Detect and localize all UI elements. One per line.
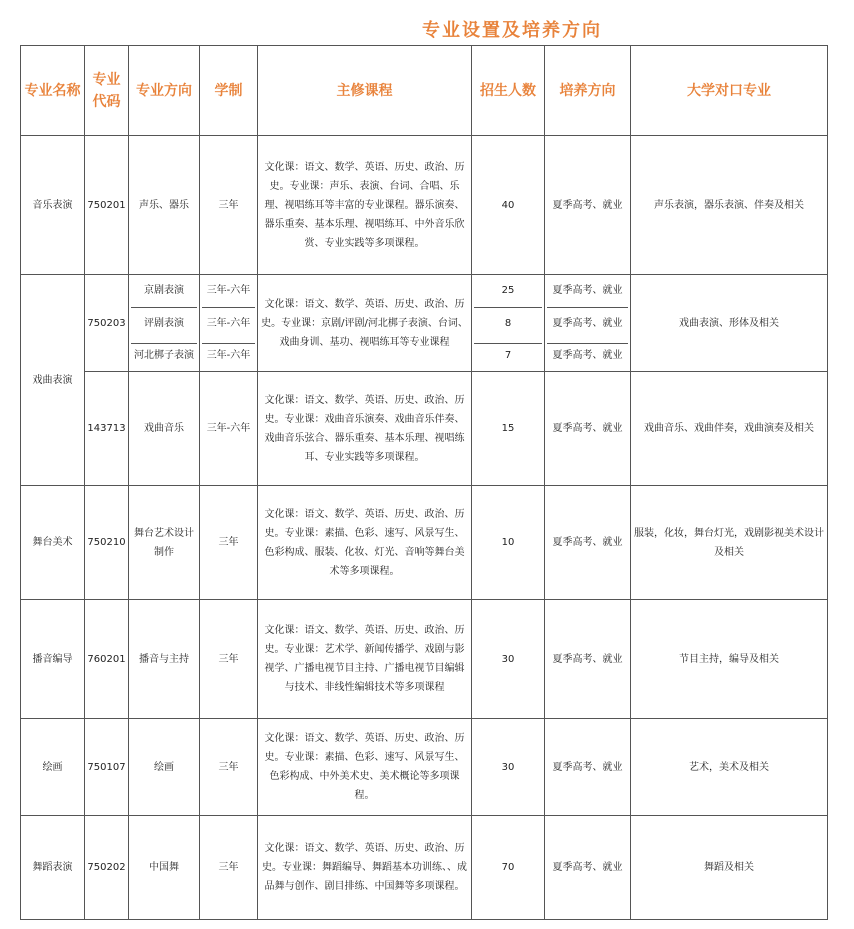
cell-years: 三年	[200, 136, 258, 275]
cell-university: 戏曲音乐、戏曲伴奏，戏曲演奏及相关	[631, 372, 828, 486]
header-name: 专业名称	[21, 46, 85, 136]
sub-training: 夏季高考、就业	[552, 350, 623, 361]
header-enrollment: 招生人数	[472, 46, 545, 136]
cell-code: 750210	[85, 486, 129, 600]
cell-university: 舞蹈及相关	[631, 816, 828, 920]
cell-direction: 戏曲音乐	[129, 372, 200, 486]
table-row	[21, 719, 828, 816]
cell-years: 三年	[200, 816, 258, 920]
cell-university: 声乐表演，器乐表演、伴奏及相关	[631, 136, 828, 275]
cell-code: 750203	[85, 275, 129, 372]
sub-direction: 河北梆子表演	[134, 350, 194, 361]
cell-courses: 文化课：语文、数学、英语、历史、政治、历史。专业课：京剧/评剧/河北梆子表演、台词、戏曲身训、基功、视唱练耳等专业课程	[258, 275, 472, 372]
cell-training: 夏季高考、就业	[545, 372, 631, 486]
cell-enrollment: 30	[472, 600, 545, 719]
cell-courses: 文化课：语文、数学、英语、历史、政治、历史。专业课：素描、色彩、速写、风景写生、色彩构成、中外美术史、美术概论等多项课程。	[258, 719, 472, 816]
cell-direction: 中国舞	[129, 816, 200, 920]
header-training: 培养方向	[545, 46, 631, 136]
cell-years: 三年	[200, 600, 258, 719]
sub-years: 三年-六年	[202, 275, 255, 308]
cell-enrollment: 30	[472, 719, 545, 816]
cell-training: 夏季高考、就业	[545, 816, 631, 920]
cell-name: 戏曲表演	[21, 275, 85, 486]
cell-enrollment: 10	[472, 486, 545, 600]
cell-direction-group	[129, 275, 200, 372]
header-code: 专业代码	[85, 46, 129, 136]
cell-years-group	[200, 275, 258, 372]
sub-direction: 京剧表演	[131, 275, 197, 308]
cell-training: 夏季高考、就业	[545, 136, 631, 275]
header-direction: 专业方向	[129, 46, 200, 136]
sub-years: 三年-六年	[206, 350, 251, 361]
cell-training-group	[545, 275, 631, 372]
cell-years: 三年-六年	[200, 372, 258, 486]
table-row	[21, 600, 828, 719]
cell-university: 艺术，美术及相关	[631, 719, 828, 816]
cell-code: 750201	[85, 136, 129, 275]
cell-courses: 文化课：语文、数学、英语、历史、政治、历史。专业课：素描、色彩、速写、风景写生、色彩构成、服装、化妆、灯光、音响等舞台美术等多项课程。	[258, 486, 472, 600]
sub-enrollment: 8	[474, 308, 542, 344]
cell-code: 750202	[85, 816, 129, 920]
cell-courses: 文化课：语文、数学、英语、历史、政治、历史。专业课：声乐、表演、台词、合唱、乐理、视唱练耳等丰富的专业课程。器乐演奏、器乐重奏、基本乐理、视唱练耳、中外音乐欣赏、专业实践等多项课程。	[258, 136, 472, 275]
sub-years: 三年-六年	[202, 308, 255, 344]
header-row	[21, 46, 828, 136]
table-row	[21, 275, 828, 372]
cell-courses: 文化课：语文、数学、英语、历史、政治、历史。专业课：戏曲音乐演奏、戏曲音乐伴奏、戏曲音乐弦合、器乐重奏、基本乐理、视唱练耳、专业实践等多项课程。	[258, 372, 472, 486]
cell-name: 舞台美术	[21, 486, 85, 600]
cell-direction: 声乐、器乐	[129, 136, 200, 275]
cell-enrollment: 15	[472, 372, 545, 486]
cell-name: 绘画	[21, 719, 85, 816]
cell-training: 夏季高考、就业	[545, 600, 631, 719]
cell-courses: 文化课：语文、数学、英语、历史、政治、历史。专业课：艺术学、新闻传播学、戏剧与影视学、广播电视节目主持、广播电视节目编辑与技术、非线性编辑技术等多项课程	[258, 600, 472, 719]
sub-enrollment: 25	[474, 275, 542, 308]
cell-years: 三年	[200, 719, 258, 816]
cell-direction: 播音与主持	[129, 600, 200, 719]
cell-years: 三年	[200, 486, 258, 600]
cell-name: 播音编导	[21, 600, 85, 719]
cell-courses: 文化课：语文、数学、英语、历史、政治、历史。专业课：舞蹈编导、舞蹈基本功训练、、成品舞与创作、剧目排练、中国舞等多项课程。	[258, 816, 472, 920]
table-row	[21, 136, 828, 275]
cell-training: 夏季高考、就业	[545, 719, 631, 816]
table-row	[21, 816, 828, 920]
majors-table	[20, 45, 828, 920]
cell-university: 服装，化妆，舞台灯光，戏剧影视美术设计及相关	[631, 486, 828, 600]
header-courses: 主修课程	[258, 46, 472, 136]
sub-training: 夏季高考、就业	[547, 308, 628, 344]
cell-code: 760201	[85, 600, 129, 719]
cell-training: 夏季高考、就业	[545, 486, 631, 600]
table-row	[21, 372, 828, 486]
cell-name: 音乐表演	[21, 136, 85, 275]
page-title: 专业设置及培养方向	[422, 20, 602, 41]
cell-university: 节目主持，编导及相关	[631, 600, 828, 719]
cell-enrollment: 70	[472, 816, 545, 920]
cell-enrollment: 40	[472, 136, 545, 275]
header-years: 学制	[200, 46, 258, 136]
header-university: 大学对口专业	[631, 46, 828, 136]
sub-training: 夏季高考、就业	[547, 275, 628, 308]
cell-direction: 绘画	[129, 719, 200, 816]
table-row	[21, 486, 828, 600]
cell-enrollment-group	[472, 275, 545, 372]
sub-direction: 评剧表演	[131, 308, 197, 344]
cell-code: 143713	[85, 372, 129, 486]
cell-code: 750107	[85, 719, 129, 816]
cell-direction: 舞台艺术设计制作	[129, 486, 200, 600]
cell-university: 戏曲表演、形体及相关	[631, 275, 828, 372]
sub-enrollment: 7	[504, 350, 512, 361]
cell-name: 舞蹈表演	[21, 816, 85, 920]
